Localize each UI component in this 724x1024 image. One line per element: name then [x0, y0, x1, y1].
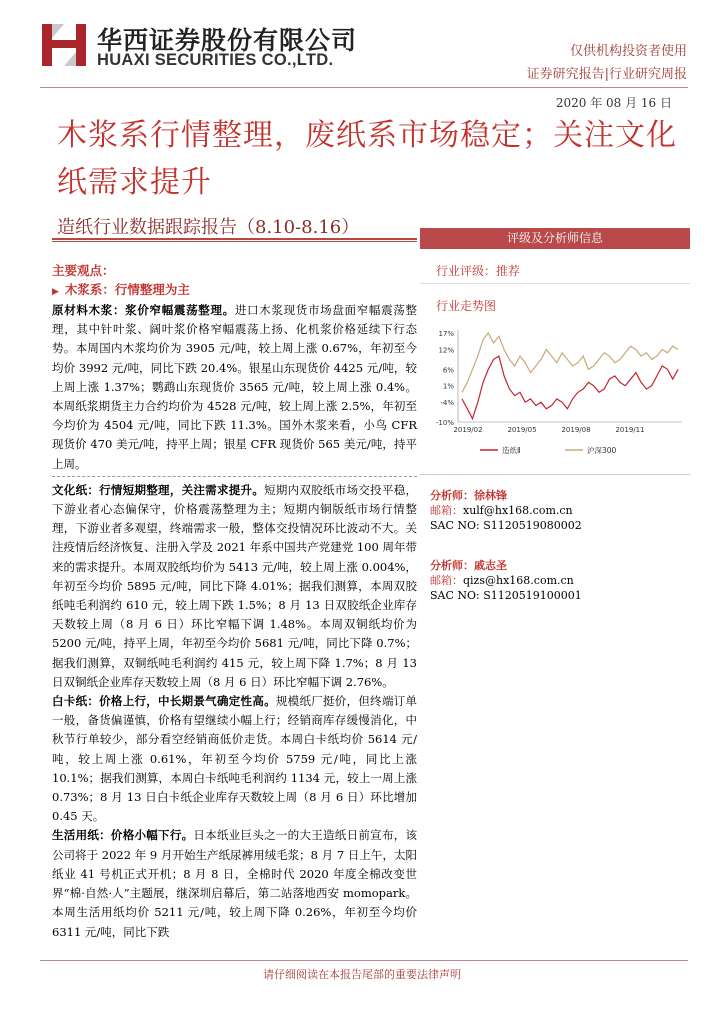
y-tick-label: 12% — [438, 346, 454, 355]
report-date: 2020 年 08 月 16 日 — [555, 96, 672, 110]
subtitle-divider-thin — [52, 241, 417, 242]
y-tick-label: 6% — [442, 366, 454, 375]
y-tick-label: 17% — [438, 330, 454, 338]
rating-panel-header: 评级及分析师信息 — [420, 228, 690, 249]
x-tick-label: 2019/05 — [507, 426, 537, 434]
section-divider — [52, 476, 417, 477]
subtitle-divider — [52, 238, 417, 240]
legend-label: 造纸Ⅱ — [502, 446, 521, 455]
company-name-cn: 华西证券股份有限公司 — [97, 26, 358, 55]
analyst-email[interactable]: qizs@hx168.com.cn — [463, 574, 574, 587]
key-points-subhead — [52, 281, 417, 301]
rating-divider — [420, 283, 690, 284]
email-label: 邮箱： — [430, 504, 463, 517]
report-subtitle: 造纸行业数据跟踪报告（8.10-8.16） — [57, 217, 360, 238]
report-title: 木浆系行情整理，废纸系市场稳定；关注文化纸需求提升 — [57, 118, 677, 200]
paragraph-lead: 文化纸：行情短期整理，关注需求提升。 — [52, 482, 265, 497]
analyst-name: 分析师：徐林锋 — [430, 489, 507, 502]
y-tick-label: -4% — [440, 399, 454, 408]
arrow-right-icon: ▶ — [52, 287, 59, 297]
email-label: 邮箱： — [430, 574, 463, 587]
paragraph-lead: 白卡纸：价格上行，中长期景气确定性高。 — [52, 694, 276, 709]
industry-trend-chart — [420, 325, 690, 465]
paragraph-pulp — [52, 301, 417, 474]
paragraph-culture-paper — [52, 481, 417, 692]
paragraph-body: 日本纸业巨头之一的大王造纸日前宣布，该公司将于 2022 年 9 月开始生产纸尿裤用绒毛浆；8 月 7 日上午，太阳纸业 41 号机正式开机；8 月 8 日，全棉时代 2020 年度全棉改变世界“棉·自然·人”主题展，继深圳启幕后，第二站落地西安 momopark。本周生活用纸均价 5211 元/吨，较上周下降 0.26%，年初至今均价 6311 元/吨，同比下跌 — [52, 828, 418, 939]
company-name-en: HUAXI SECURITIES CO.,LTD. — [97, 51, 334, 69]
paragraph-body: 短期内双胶纸市场交投平稳，下游业者心态偏保守，价格震荡整理为主；短期内铜版纸市场行情整理，下游业者多观望，终端需求一般，整体交投情况环比波动不大。关注疫情后经济恢复、注册入学及 2021 年系中国共产党建党 100 周年带来的需求提升。本周双胶纸均价为 5413 元/吨，较上周上涨 0.004%，年初至今均价 5895 元/吨，同比下降 4.01%；据我们测算，本周双胶纸吨毛利润约 610 元，较上周下跌 1.5%；8 月 13 日双胶纸企业库存天数较上周（8 月 6 日）环比窄幅下调 1.48%。本周双铜纸均价为 5200 元/吨，持平上周，年初至今均价 5681 元/吨，同比下降 0.7%；据我们测算，双铜纸吨毛利润约 415 元，较上周下降 1.7%；8 月 13 日双铜纸企业库存天数较上周（8 月 6 日）环比窄幅下调 2.76%。 — [52, 482, 418, 689]
key-points-title: 主要观点： — [52, 263, 115, 278]
header-divider — [40, 87, 688, 88]
analyst-email-line — [430, 503, 582, 518]
x-tick-label: 2019/08 — [561, 426, 591, 434]
series-line-0 — [462, 356, 678, 419]
report-type: 证券研究报告|行业研究周报 — [526, 67, 687, 82]
analyst-name: 分析师：戚志圣 — [430, 559, 507, 572]
analyst-email-line — [430, 573, 582, 588]
key-points-section — [52, 262, 417, 942]
legend-label: 沪深300 — [587, 446, 617, 455]
paragraph-body: 规模纸厂挺价，但终端订单一般，备货偏谨慎，价格有望继续小幅上行；经销商库存缓慢消化，中秋节行单较少，部分看空经销商低价走货。本周白卡纸均价 5614 元/吨，较上周上涨 0.61%，年初至今均价 5759 元/吨，同比上涨 10.1%；据我们测算，本周白卡纸吨毛利润约 1134 元，较上一周上涨 0.73%；8 月 13 日白卡纸企业库存天数较上周（8 月 6 日）环比增加 0.45 天。 — [52, 694, 418, 824]
legal-notice[interactable]: 请仔细阅读在本报告尾部的重要法律声明 — [263, 968, 461, 981]
paragraph-tissue — [52, 826, 417, 941]
analyst-sac: SAC NO: S1120519080002 — [430, 519, 582, 532]
footer-divider — [40, 960, 688, 961]
x-tick-label: 2019/11 — [615, 426, 645, 434]
series-line-1 — [462, 333, 678, 392]
x-tick-label: 2019/02 — [453, 426, 483, 434]
y-tick-label: -10% — [435, 419, 454, 427]
analyst-card-2 — [430, 558, 582, 603]
paragraph-body: 进口木浆现货市场盘面窄幅震荡整理，其中针叶浆、阔叶浆价格窄幅震荡上扬、化机浆价格延续下行态势。本周国内木浆均价为 3905 元/吨，较上周上涨 0.67%，年初至今均价 3992 元/吨，同比下跌 20.4%。银星山东现货价 4425 元/吨，较上周上涨 1.37%；鹦鹉山东现货价 3565 元/吨，较上周上涨 0.4%。本周纸浆期货主力合约均价为 4528 元/吨，较上周上涨 2.5%，年初至今均价为 4504 元/吨，同比下跌 11.3%。国外木浆来看，小鸟 CFR 现货价 470 美元/吨，持平上周；银星 CFR 现货价 565 美元/吨，持平上周。 — [52, 303, 417, 471]
analyst-card-1 — [430, 488, 582, 533]
industry-rating: 行业评级：推荐 — [436, 264, 521, 278]
paragraph-lead: 生活用纸：价格小幅下行。 — [52, 828, 194, 843]
analyst-sac: SAC NO: S1120519100001 — [430, 589, 582, 602]
huaxi-logo-icon — [40, 20, 88, 68]
key-points-subhead-text: 木浆系：行情整理为主 — [64, 282, 190, 297]
y-tick-label: 1% — [442, 382, 454, 391]
audience-note: 仅供机构投资者使用 — [569, 44, 687, 59]
paragraph-lead: 原材料木浆：浆价窄幅震荡整理。 — [52, 303, 235, 317]
analyst-email[interactable]: xulf@hx168.com.cn — [463, 504, 573, 517]
chart-divider — [420, 474, 690, 475]
paragraph-ivory-board — [52, 692, 417, 826]
trend-chart-title: 行业走势图 — [436, 299, 497, 313]
